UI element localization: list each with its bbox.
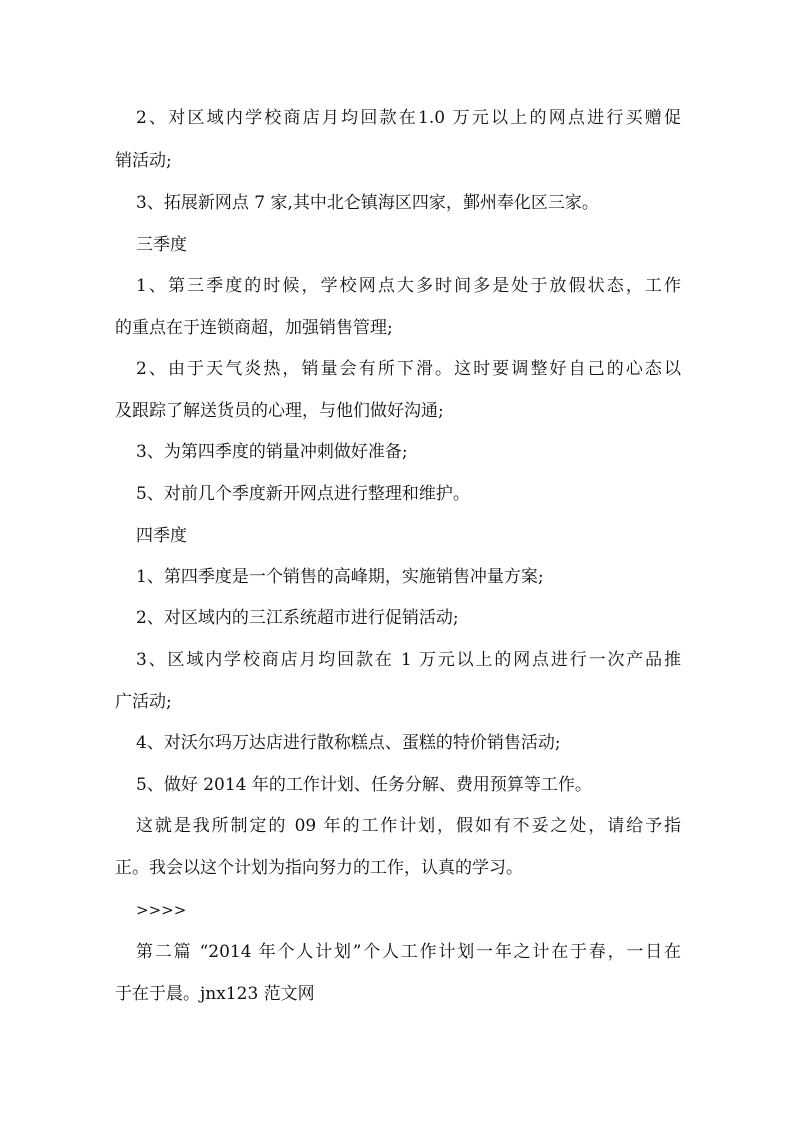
text-line-22: 于在于晨。jnx123 范文网 xyxy=(115,984,315,1004)
section-separator: >>>> xyxy=(136,901,187,919)
text-line-3: 3、拓展新网点 7 家,其中北仑镇海区四家，鄞州奉化区三家。 xyxy=(136,193,599,213)
text-line-21: 第二篇 “2014 年个人计划”个人工作计划一年之计在于春，一日在 xyxy=(136,942,681,962)
section-heading-q4: 四季度 xyxy=(136,526,187,546)
text-line-1: 2、对区域内学校商店月均回款在1.0 万元以上的网点进行买赠促 xyxy=(136,108,681,128)
text-line-17: 5、做好 2014 年的工作计划、任务分解、费用预算等工作。 xyxy=(136,775,592,795)
text-line-7: 2、由于天气炎热，销量会有所下滑。这时要调整好自己的心态以 xyxy=(136,359,681,379)
text-line-5: 1、第三季度的时候，学校网点大多时间多是处于放假状态，工作 xyxy=(136,276,681,296)
text-line-10: 5、对前几个季度新开网点进行整理和维护。 xyxy=(136,484,470,504)
text-line-19: 正。我会以这个计划为指向努力的工作，认真的学习。 xyxy=(115,858,523,878)
text-line-18: 这就是我所制定的 09 年的工作计划，假如有不妥之处，请给予指 xyxy=(136,816,681,836)
section-heading-q3: 三季度 xyxy=(136,235,187,255)
text-line-12: 1、第四季度是一个销售的高峰期，实施销售冲量方案; xyxy=(136,567,544,587)
text-line-14: 3、区域内学校商店月均回款在 1 万元以上的网点进行一次产品推 xyxy=(136,650,681,670)
text-line-2: 销活动; xyxy=(115,151,172,171)
text-line-6: 的重点在于连锁商超，加强销售管理; xyxy=(115,318,393,338)
text-line-9: 3、为第四季度的销量冲刺做好准备; xyxy=(136,442,408,462)
text-line-15: 广活动; xyxy=(115,692,172,712)
text-line-8: 及跟踪了解送货员的心理，与他们做好沟通; xyxy=(115,401,444,421)
text-line-13: 2、对区域内的三江系统超市进行促销活动; xyxy=(136,608,459,628)
text-line-16: 4、对沃尔玛万达店进行散称糕点、蛋糕的特价销售活动; xyxy=(136,733,561,753)
